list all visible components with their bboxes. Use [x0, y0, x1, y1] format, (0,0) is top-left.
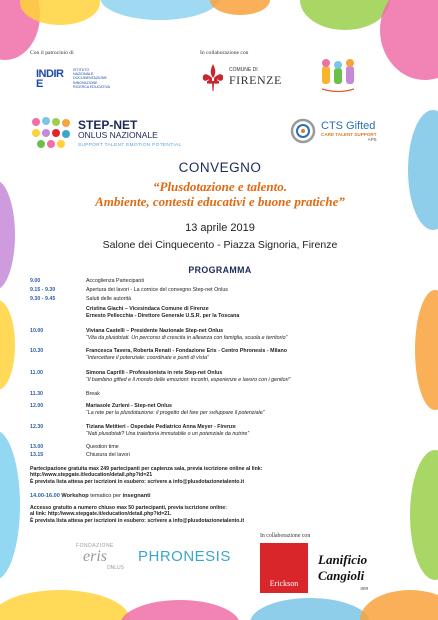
decor-blob	[0, 180, 15, 290]
footer-collab-label: In collaborazione con	[260, 533, 311, 539]
step-net-dots-icon	[30, 116, 74, 150]
erickson-logo: Erickson	[260, 543, 308, 593]
workshop-line: 14.00-16.00 Workshop tematico per insegnanti	[30, 493, 151, 499]
programma-heading: PROGRAMMA	[188, 265, 252, 275]
decor-blob	[408, 110, 438, 230]
event-place: Salone dei Cinquecento - Piazza Signoria, Firenze	[102, 239, 338, 251]
content: Con il patrocinio di In collaborazione con INDIRE ISTITUTO NAZIONALE DOCUMENTAZIONE INNOVAZIONE RICERCA EDUCATIVA COMUNE DI FIRENZE STEP-NET ONLUS NAZIONALE SUPPORT TALENT EMOTION POTENTIAL CTS Gifted CARE TALENT SUPPORT APS CONVEGNO “Plusdotazione e talento. Ambiente, contesti educativi e buone pratiche” 13 aprile 2019 Salone dei Cinquecento - Piazza Signoria, Firenze PROGRAMMA 9.00 Accoglienza Partecipanti 9.15 - 9.30 Apertura dei lavori - La cornice del convegno Step-net Onlus 9.30 - 9.45 Saluti delle autorità Cristina Giachi – Vicesindaca Comune di Firenze Ernesto Pellecchia - Direttore Generale U.S.R. per la Toscana 10.00 Viviana Castelli – Presidente Nazionale Step-net Onlus “Vita da plusdotati. Un percorso di crescita in alleanza con famiglia, scuola e territorio” 10.30 Francesca Tavera, Roberta Renati - Fondazione Eris - Centro Phronesis - Milano “Intercettare il potenziale: coordinate e punti di vista” 11.00 Simona Caprilli - Professionista in rete Step-net Onlus “Il bambino gifted e il mondo delle emozioni: incontri, esperienze e lavoro con i genitori” 11.30 Break 12.00 Mariasole Zurleni - Step-net Onlus “La rete per la plusdotazione: il progetto del fare per sviluppare il potenziale” 12.30 Tiziana Metitieri - Ospedale Pediatrico Anna Meyer - Firenze “Nati plusdotati? Una traiettoria immutabile o un potenziale da nutrire” 13.00 Question time 13.15 Chiusura dei lavori Partecipazione gratuita max 249 partecipanti per capienza sala, previa iscrizione online al link: http://www.stepgate.it/education/detail.php?id=21 È prevista lista attesa per iscrizioni in esubero: scrivere a info@plusdotazionetalento.it 14.00-16.00 Workshop tematico per insegnanti Accesso gratuito a numero chiuso max 50 partecipanti, previa iscrizione online: al link: http://www.stepgate.it/education/detail.php?id=21. È prevista lista attesa per iscrizioni in esubero: scrivere a info@plusdotazionetalento.it In collaborazione con FONDAZIONE eris ONLUS PHRONESIS Erickson Lanificio Cangioli 1859	[30, 0, 410, 620]
event-kind: CONVEGNO	[178, 160, 262, 175]
event-title-line1: “Plusdotazione e talento.	[153, 179, 287, 194]
workshop-link[interactable]: al link: http://www.stepgate.it/education/detail.php?id=21.	[30, 511, 172, 518]
collaborazione-label: In collaborazione con	[200, 50, 249, 56]
lanificio-cangioli-logo: Lanificio Cangioli 1859	[318, 552, 368, 591]
comune-firenze-logo: COMUNE DI FIRENZE	[200, 62, 282, 92]
event-date: 13 aprile 2019	[185, 222, 255, 234]
cts-swirl-icon	[290, 118, 316, 144]
decor-blob	[0, 430, 20, 580]
decor-blob	[0, 300, 15, 390]
info-workshop: Accesso gratuito a numero chiuso max 50 partecipanti, previa iscrizione online: al link: http://www.stepgate.it/education/detail.php?id=21. È prevista lista attesa per iscrizioni in esubero: scrivere a info@plusdotazionetalento.it	[30, 505, 410, 524]
decor-blob	[410, 450, 438, 580]
step-net-logo: STEP-NET ONLUS NAZIONALE SUPPORT TALENT EMOTION POTENTIAL	[30, 116, 182, 150]
children-drawing-logo	[318, 56, 358, 96]
cts-gifted-logo: CTS Gifted CARE TALENT SUPPORT APS	[290, 118, 377, 144]
indire-logo: INDIRE ISTITUTO NAZIONALE DOCUMENTAZIONE INNOVAZIONE RICERCA EDUCATIVA	[36, 67, 111, 90]
iscrizione-link[interactable]: http://www.stepgate.it/education/detail.php?id=21	[30, 472, 153, 479]
decor-blob	[415, 290, 438, 410]
info-iscrizione: Partecipazione gratuita max 249 partecipanti per capienza sala, previa iscrizione online al link: http://www.stepgate.it/education/detail.php?id=21 È prevista lista attesa per iscrizioni in esubero: scrivere a info@plusdotazionetalento.it	[30, 466, 410, 485]
fondazione-eris-logo: FONDAZIONE eris ONLUS	[76, 543, 124, 571]
phronesis-logo: PHRONESIS	[138, 548, 231, 565]
patrocinio-label: Con il patrocinio di	[30, 50, 74, 56]
fleur-de-lis-icon	[200, 62, 226, 92]
event-title-line2: Ambiente, contesti educativi e buone pratiche”	[95, 194, 345, 209]
